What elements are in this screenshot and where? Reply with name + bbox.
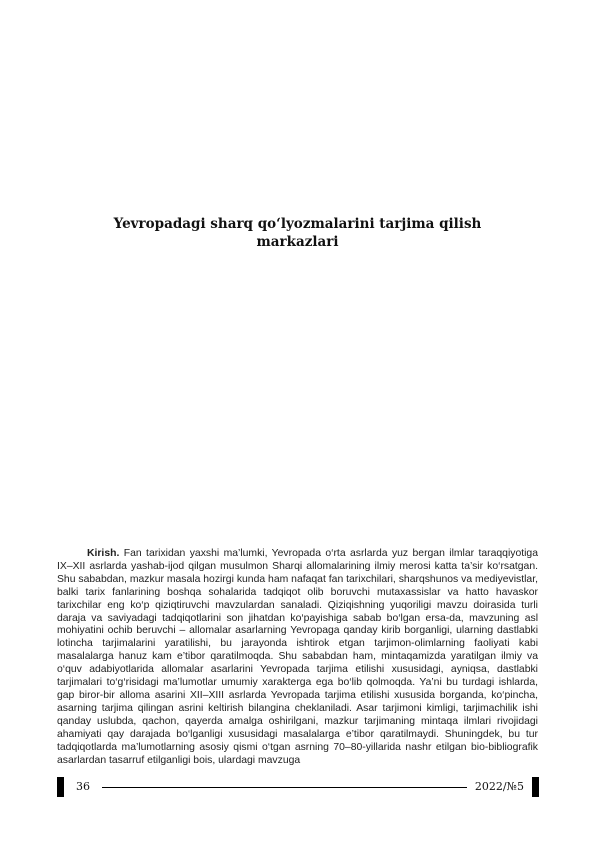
page-number: 36 — [64, 777, 102, 797]
article-title — [90, 215, 505, 251]
footer-right-marker — [532, 777, 539, 797]
article-title-line-1: Yevropadagi sharq qo‘lyozmalarini tarjima qilish — [113, 216, 482, 233]
introduction-heading: Kirish. — [87, 548, 120, 559]
journal-issue: 2022/№5 — [467, 777, 532, 797]
footer-left-marker — [57, 777, 64, 797]
page-footer — [57, 777, 539, 797]
article-title-line-2: markazlari — [256, 234, 339, 251]
introduction-text: Fan tarixidan yaxshi ma’lumki, Yevropada o‘rta asrlarda yuz bergan ilmlar taraqqiyotiga IX–XII asrlarda yashab-ijod qilgan musulmon Sharqi allomalarining ilmiy merosi katta ta’sir ko‘rsatgan. Shu sababdan, mazkur masala hozirgi kunda ham nafaqat fan tarixchilari, sharqshunos va mediyevistlar, balki tarix fanlarining boshqa sohalarida tadqiqot olib boruvchi mutaxassislar va hatto havaskor tarixchilar eng ko‘p qiziqtiruvchi mavzulardan sanaladi. Qiziqishning yuqoriligi mavzu doirasida turli daraja va saviyadagi tadqiqotlarini son jihatdan ko‘payishiga sabab bo‘lgan ersa-da, mavzuning asl mohiyatini ochib beruvchi – allomalar asarlarning Yevropaga qanday kirib borganligi, ularning dastlabki lotincha tarjimalarini yaratilishi, bu jarayonda ishtirok etgan tarjimon-olimlarning faoliyati kabi masalalarga hanuz kam e’tibor qaratilmoqda. Shu sababdan ham, mintaqamizda yaratilgan ilmiy va o‘quv adabiyotlarida allomalar asarlarini Yevropada tarjima etilishi xususidagi, ayniqsa, dastlabki tarjimalari to‘g‘risidagi ma’lumotlar umumiy xarakterga ega bo‘lib qolmoqda. Ya’ni bu turdagi ishlarda, gap biror-bir alloma asarini XII–XIII asrlarda Yevropada tarjima etilishi xususida borganda, ko‘pincha, asarning tarjima qilingan asrini keltirish bilangina cheklaniladi. Asar tarjimoni kimligi, tarjimachilik ishi qanday uslubda, qachon, qayerda amalga oshirilgani, mazkur tarjimaning mintaqa ilmlari rivojidagi ahamiyati qay darajada bo‘lganligi xususidagi masalalarga e’tibor qaratilmaydi. Shuningdek, bu tur tadqiqotlarda ma’lumotlarning asosiy qismi o‘tgan asrning 70–80-yillarida nashr etilgan bio-bibliografik asarlardan tasarruf etilganligi bois, ulardagi mavzuga — [57, 548, 538, 766]
introduction-paragraph — [57, 548, 538, 767]
